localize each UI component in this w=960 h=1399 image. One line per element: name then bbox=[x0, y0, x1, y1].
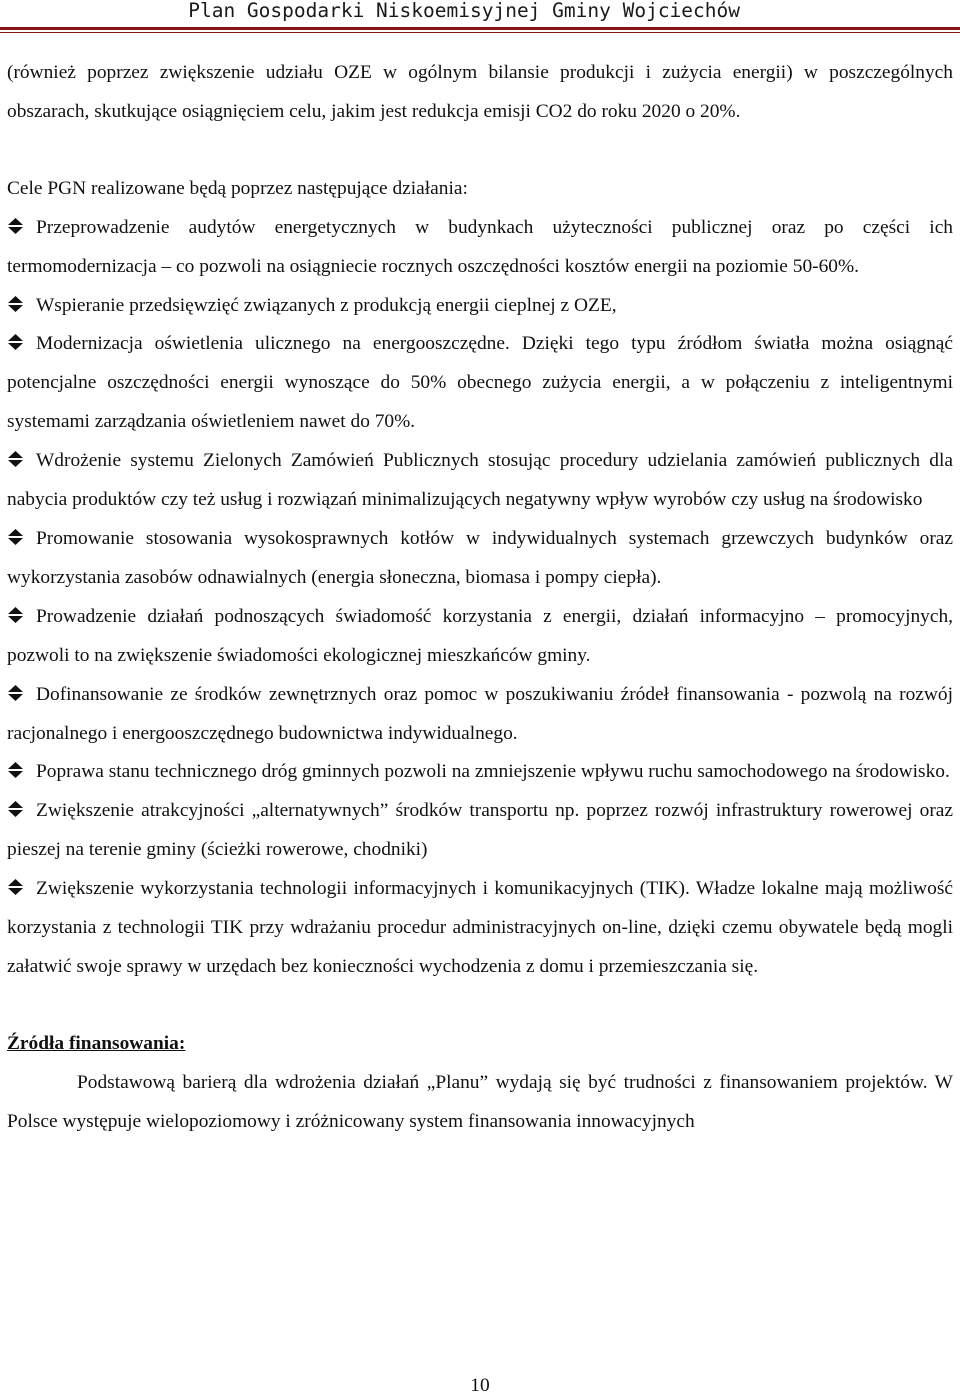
header-rule-thin bbox=[0, 32, 960, 33]
double-chevron-icon bbox=[7, 879, 24, 895]
double-chevron-icon bbox=[7, 451, 24, 467]
header-rule-thick bbox=[0, 27, 960, 30]
list-item-text: Modernizacja oświetlenia ulicznego na energooszczędne. Dzięki tego typu źródłom światła można osiągnąć potencjalne oszczędności energii wynoszące do 50% obecnego zużycia energii, a w połączeniu z inteligentnymi systemami zarządzania oświetleniem nawet do 70%. bbox=[7, 333, 953, 433]
financing-paragraph: Podstawową barierą dla wdrożenia działań „Planu” wydają się być trudności z finansowaniem projektów. W Polsce występuje wielopoziomowy i zróżnicowany system finansowania innowacyjnych bbox=[7, 1071, 953, 1132]
list-item-text: Prowadzenie działań podnoszących świadomość korzystania z energii, działań informacyjno – promocyjnych, pozwoli to na zwiększenie świadomości ekologicznej mieszkańców gminy. bbox=[7, 605, 953, 666]
list-item bbox=[7, 753, 953, 792]
double-chevron-icon bbox=[7, 334, 24, 350]
double-chevron-icon bbox=[7, 801, 24, 817]
double-chevron-icon bbox=[7, 296, 24, 312]
double-chevron-icon bbox=[7, 762, 24, 778]
list-item bbox=[7, 442, 953, 520]
double-chevron-icon bbox=[7, 529, 24, 545]
financing-heading: Źródła finansowania: bbox=[7, 1032, 186, 1054]
actions-list bbox=[7, 209, 953, 987]
list-item-text: Wdrożenie systemu Zielonych Zamówień Publicznych stosując procedury udzielania zamówień publicznych dla nabycia produktów czy też usług i rozwiązań minimalizujących negatywny wpływ wyrobów czy usług na środowisko bbox=[7, 450, 953, 511]
page-header-title: Plan Gospodarki Niskoemisyjnej Gminy Wojciechów bbox=[188, 0, 740, 22]
list-item bbox=[7, 209, 953, 287]
page-number: 10 bbox=[470, 1375, 490, 1396]
list-item-text: Zwiększenie atrakcyjności „alternatywnych” środków transportu np. poprzez rozwój infrastruktury rowerowej oraz pieszej na terenie gminy (ścieżki rowerowe, chodniki) bbox=[7, 800, 953, 861]
list-item bbox=[7, 676, 953, 754]
list-item-text: Zwiększenie wykorzystania technologii informacyjnych i komunikacyjnych (TIK). Władze lokalne mają możliwość korzystania z technologii TIK przy wdrażaniu procedur administracyjnych on-line, dzięki czemu obywatele będą mogli załatwić swoje sprawy w urzędach bez konieczności wychodzenia z domu i przemieszczania się. bbox=[7, 878, 953, 977]
double-chevron-icon bbox=[7, 218, 24, 234]
double-chevron-icon bbox=[7, 607, 24, 623]
list-item bbox=[7, 325, 953, 442]
double-chevron-icon bbox=[7, 685, 24, 701]
intro-paragraph: (również poprzez zwiększenie udziału OZE w ogólnym bilansie produkcji i zużycia energii) w poszczególnych obszarach, skutkujące osiągnięciem celu, jakim jest redukcja emisji CO2 do roku 2020 o 20%. bbox=[7, 62, 953, 122]
list-item-text: Dofinansowanie ze środków zewnętrznych oraz pomoc w poszukiwaniu źródeł finansowania - pozwolą na rozwój racjonalnego i energooszczędnego budownictwa indywidualnego. bbox=[7, 683, 953, 744]
list-item bbox=[7, 520, 953, 598]
list-item-text: Promowanie stosowania wysokosprawnych kotłów w indywidualnych systemach grzewczych budynków oraz wykorzystania zasobów odnawialnych (energia słoneczna, biomasa i pompy ciepła). bbox=[7, 527, 953, 588]
list-item bbox=[7, 870, 953, 987]
actions-lead: Cele PGN realizowane będą poprzez następujące działania: bbox=[7, 177, 468, 199]
list-item bbox=[7, 287, 953, 326]
list-item-text: Przeprowadzenie audytów energetycznych w budynkach użyteczności publicznej oraz po części ich termomodernizacja – co pozwoli na osiągniecie rocznych oszczędności kosztów energii na poziomie 50-60%. bbox=[7, 216, 953, 277]
list-item-text: Wspieranie przedsięwzięć związanych z produkcją energii cieplnej z OZE, bbox=[36, 294, 617, 316]
list-item bbox=[7, 792, 953, 870]
list-item-text: Poprawa stanu technicznego dróg gminnych pozwoli na zmniejszenie wpływu ruchu samochodowego na środowisko. bbox=[36, 761, 950, 783]
list-item bbox=[7, 598, 953, 676]
document-body bbox=[7, 54, 953, 1142]
